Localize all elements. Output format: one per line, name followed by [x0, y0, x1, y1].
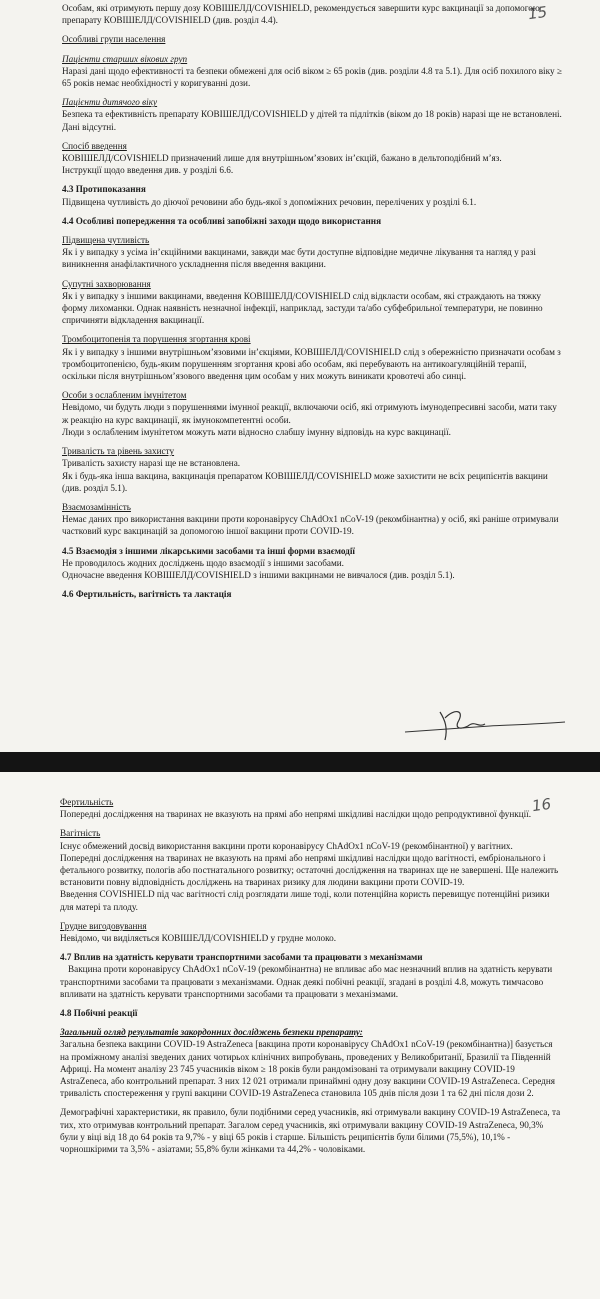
elderly-heading: Пацієнти старших вікових груп [62, 53, 188, 64]
breastfeeding-text: Невідомо, чи виділяється КОВІШЕЛД/COVISHIELD у грудне молоко. [60, 933, 336, 944]
intro-paragraph: Особам, які отримують першу дозу КОВІШЕЛД/COVISHIELD, рекомендується завершити курс вакцинації за допомогою препарату КОВІШЕЛД/COVISHIELD (див. розділ 4.4). [62, 3, 540, 26]
immunocompromised-heading: Особи з ослабленим імунітетом [62, 390, 187, 401]
page-number: 15 [526, 2, 549, 24]
side-effects-heading: 4.8 Побічні реакції [60, 1008, 138, 1019]
pregnancy-text: Існує обмежений досвід використання вакцини проти коронавірусу ChAdOx1 nCoV-19 (рекомбінантної) у вагітних. [60, 840, 513, 851]
contraindications-heading: 4.3 Протипоказання [62, 184, 146, 195]
children-text: Безпека та ефективність препарату КОВІШЕЛД/COVISHIELD у дітей та підлітків (віком до 18 років) наразі ще не встановлені. Дані відсутні. [62, 109, 562, 132]
route-text-2: Інструкції щодо введення див. у розділі 6.6. [62, 165, 234, 176]
children-heading: Пацієнти дитячого віку [62, 97, 158, 108]
overview-text: Загальна безпека вакцини COVID-19 AstraZeneca [вакцина проти коронавірусу ChAdOx1 nCoV-19 (рекомбінантна)] базується на проміжному аналізі зведених даних чотирьох клінічних випробувань, проведених у Великобританії, Бразилії та Південній Африці. На момент аналізу 23 745 учасників віком ≥ 18 років були рандомізовані та отримували вакцину COVID-19 AstraZeneca, або контрольний препарат. З них 12 021 отримали принаймні одну дозу вакцини COVID-19 AstraZeneca. Середня тривалість спостереження у групі вакцини COVID-19 AstraZeneca становила 105 днів після дози 1 та 62 дні після дози 2. [60, 1039, 555, 1099]
route-text: КОВІШЕЛД/COVISHIELD призначений лише для внутрішньом’язових ін’єкцій, бажано в дельтоподібний м’яз. [62, 153, 502, 164]
special-groups-heading: Особливі групи населення [62, 34, 166, 45]
concurrent-illness-heading: Супутні захворювання [62, 278, 151, 289]
elderly-text: Наразі дані щодо ефективності та безпеки обмежені для осіб віком ≥ 65 років (див. розділи 4.8 та 5.1). Для осіб похилого віку ≥ 65 років немає необхідності у коригуванні дози. [62, 65, 562, 89]
duration-heading: Тривалість та рівень захисту [62, 446, 175, 457]
warnings-heading: 4.4 Особливі попередження та особливі запобіжні заходи щодо використання [62, 215, 382, 226]
fertility-section-heading: 4.6 Фертильність, вагітність та лактація [62, 589, 232, 600]
page-separator [0, 752, 600, 772]
interchangeability-heading: Взаємозамінність [62, 501, 131, 512]
hypersensitivity-text: Як і у випадку з усіма ін’єкційними вакцинами, завжди має бути доступне відповідне медичне лікування та нагляд у разі виникнення анафілактичного ускладнення після введення вакцини. [62, 247, 536, 270]
thrombocytopenia-heading: Тромбоцитопенія та порушення згортання крові [62, 334, 251, 345]
demographics-text: Демографічні характеристики, як правило, були подібними серед учасників, які отримували вакцину COVID-19 AstraZeneca, та тих, хто отримував контрольний препарат. Загалом серед учасників, які отримували вакцину COVID-19 AstraZeneca, 90,3% були у віці від 18 до 64 років та 9,7% - у віці 65 років і старше. Більшість реципієнтів були білими (75,5%), 10,1% - чорношкірими та 3,5% - азіатами; 55,8% були жінками та 44,2% - чоловіками. [60, 1107, 561, 1155]
machines-text: Вакцина проти коронавірусу ChAdOx1 nCoV-19 (рекомбінантна) не впливає або має незначний вплив на здатність керувати транспортними засобами та працювати з механізмами. Однак деякі побічні реакції, згадані в розділі 4.8, можуть тимчасово впливати на здатність керувати транспортними засобами та працювати з механізмами. [60, 964, 553, 999]
immunocompromised-text-2: Люди з ослабленим імунітетом можуть мати відносно слабшу імунну відповідь на курс вакцинації. [62, 426, 451, 437]
pregnancy-text-2: Попередні дослідження на тваринах не вказують на прямі або непрямі шкідливі наслідки щодо вагітності, ембріонального і фетального розвитку, пологів або постнатального розвитку; остаточні дослідження на тваринах ще не завершені. Ще належить встановити повну відповідність досліджень на тваринах ризику для людини вакцини проти COVID-19. [60, 852, 559, 888]
duration-text: Тривалість захисту наразі ще не встановлена. [62, 458, 241, 469]
fertility-text: Попередні дослідження на тваринах не вказують на прямі або непрямі шкідливі наслідки щодо репродуктивної функції. [60, 809, 532, 820]
interactions-text-2: Одночасне введення КОВІШЕЛД/COVISHIELD з іншими вакцинами не вивчалося (див. розділ 5.1). [62, 569, 455, 580]
pregnancy-heading: Вагітність [60, 828, 101, 839]
signature-icon [400, 700, 570, 745]
duration-text-2: Як і будь-яка інша вакцина, вакцинація препаратом КОВІШЕЛД/COVISHIELD може захистити не всіх реципієнтів вакцини (див. розділ 5.1). [62, 470, 548, 493]
page-2-body [60, 796, 562, 1155]
fertility-heading: Фертильність [60, 797, 114, 807]
contraindications-text: Підвищена чутливість до діючої речовини або будь-якої з допоміжних речовин, перелічених у розділі 6.1. [62, 196, 477, 207]
thrombocytopenia-text: Як і у випадку з іншими внутрішньом’язовими ін’єкціями, КОВІШЕЛД/COVISHIELD слід з обережністю призначати особам з тромбоцитопенією, будь-яким порушенням згортання крові або особам, які перебувають на антикоагуляційній терапії, оскільки після внутрішньом’язового введення цим особам у них можуть виникати кровотечі або синці. [62, 346, 561, 382]
page-1-body [62, 2, 562, 600]
hypersensitivity-heading: Підвищена чутливість [62, 235, 150, 246]
overview-heading: Загальний огляд результатів закордонних досліджень безпеки препарату: [60, 1027, 363, 1038]
immunocompromised-text: Невідомо, чи будуть люди з порушеннями імунної реакції, включаючи осіб, які отримують імунодепресивні засоби, мати таку ж реакцію на курс вакцинації, як імунокомпетентні особи. [62, 402, 557, 425]
machines-heading: 4.7 Вплив на здатність керувати транспортними засобами та працювати з механізмами [60, 952, 423, 963]
page-number: 16 [530, 794, 553, 816]
interactions-text: Не проводилось жодних досліджень щодо взаємодії з іншими засобами. [62, 557, 344, 568]
route-heading: Спосіб введення [62, 140, 127, 151]
interchangeability-text: Немає даних про використання вакцини проти коронавірусу ChAdOx1 nCoV-19 (рекомбінантна) у осіб, які раніше отримували частковий курс вакцинацій за допомогою іншої вакцини проти COVID-19. [62, 514, 559, 537]
pregnancy-text-3: Введення COVISHIELD під час вагітності слід розглядати лише тоді, коли потенційна користь перевищує потенційні ризики для матері та плоду. [60, 889, 550, 912]
breastfeeding-heading: Грудне вигодовування [60, 920, 147, 931]
document-page-2 [0, 772, 600, 1299]
concurrent-illness-text: Як і у випадку з іншими вакцинами, введення КОВІШЕЛД/COVISHIELD слід відкласти особам, які страждають на тяжку форму лихоманки. Однак наявність незначної інфекції, наприклад, застуди та/або субфебрильної температури, не повинно спричиняти відкладення вакцинації. [62, 290, 543, 326]
interactions-heading: 4.5 Взаємодія з іншими лікарськими засобами та інші форми взаємодії [62, 545, 355, 556]
